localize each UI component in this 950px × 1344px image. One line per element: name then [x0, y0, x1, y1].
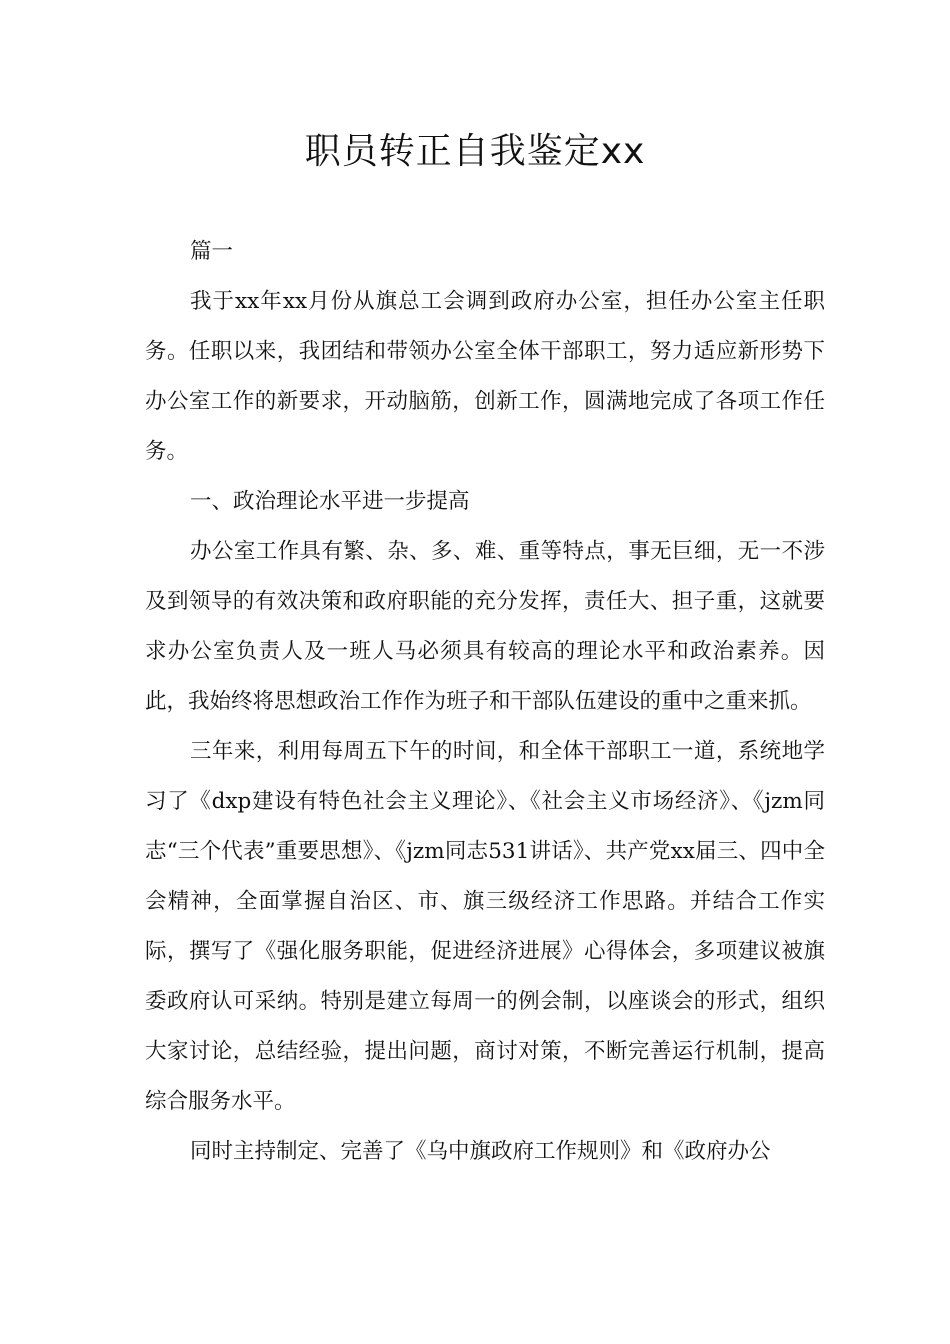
- study-paragraph: 三年来，利用每周五下午的时间，和全体干部职工一道，系统地学习了《dxp建设有特色社会主义理论》、《社会主义市场经济》、《jzm同志“三个代表”重要思想》、《jzm同志531讲话》、共产党xx届三、四中全会精神，全面掌握自治区、市、旗三级经济工作思路。并结合工作实际，撰写了《强化服务职能，促进经济进展》心得体会，多项建议被旗委政府认可采纳。特别是建立每周一的例会制，以座谈会的形式，组织大家讨论，总结经验，提出问题，商讨对策，不断完善运行机制，提高综合服务水平。: [145, 739, 825, 1114]
- intro-paragraph: 我于xx年xx月份从旗总工会调到政府办公室，担任办公室主任职务。任职以来，我团结和带领办公室全体干部职工，努力适应新形势下办公室工作的新要求，开动脑筋，创新工作，圆满地完成了各项工作任务。: [145, 289, 825, 464]
- section-heading-political-theory: 一、政治理论水平进一步提高: [190, 489, 470, 514]
- section-heading-part-one: 篇一: [190, 239, 234, 264]
- document-title: 职员转正自我鉴定xx: [304, 131, 646, 172]
- office-work-paragraph: 办公室工作具有繁、杂、多、难、重等特点，事无巨细，无一不涉及到领导的有效决策和政府职能的充分发挥，责任大、担子重，这就要求办公室负责人及一班人马必须具有较高的理论水平和政治素养。因此，我始终将思想政治工作作为班子和干部队伍建设的重中之重来抓。: [145, 539, 825, 714]
- document-body: [145, 227, 825, 1177]
- rules-paragraph: 同时主持制定、完善了《乌中旗政府工作规则》和《政府办公: [190, 1139, 771, 1164]
